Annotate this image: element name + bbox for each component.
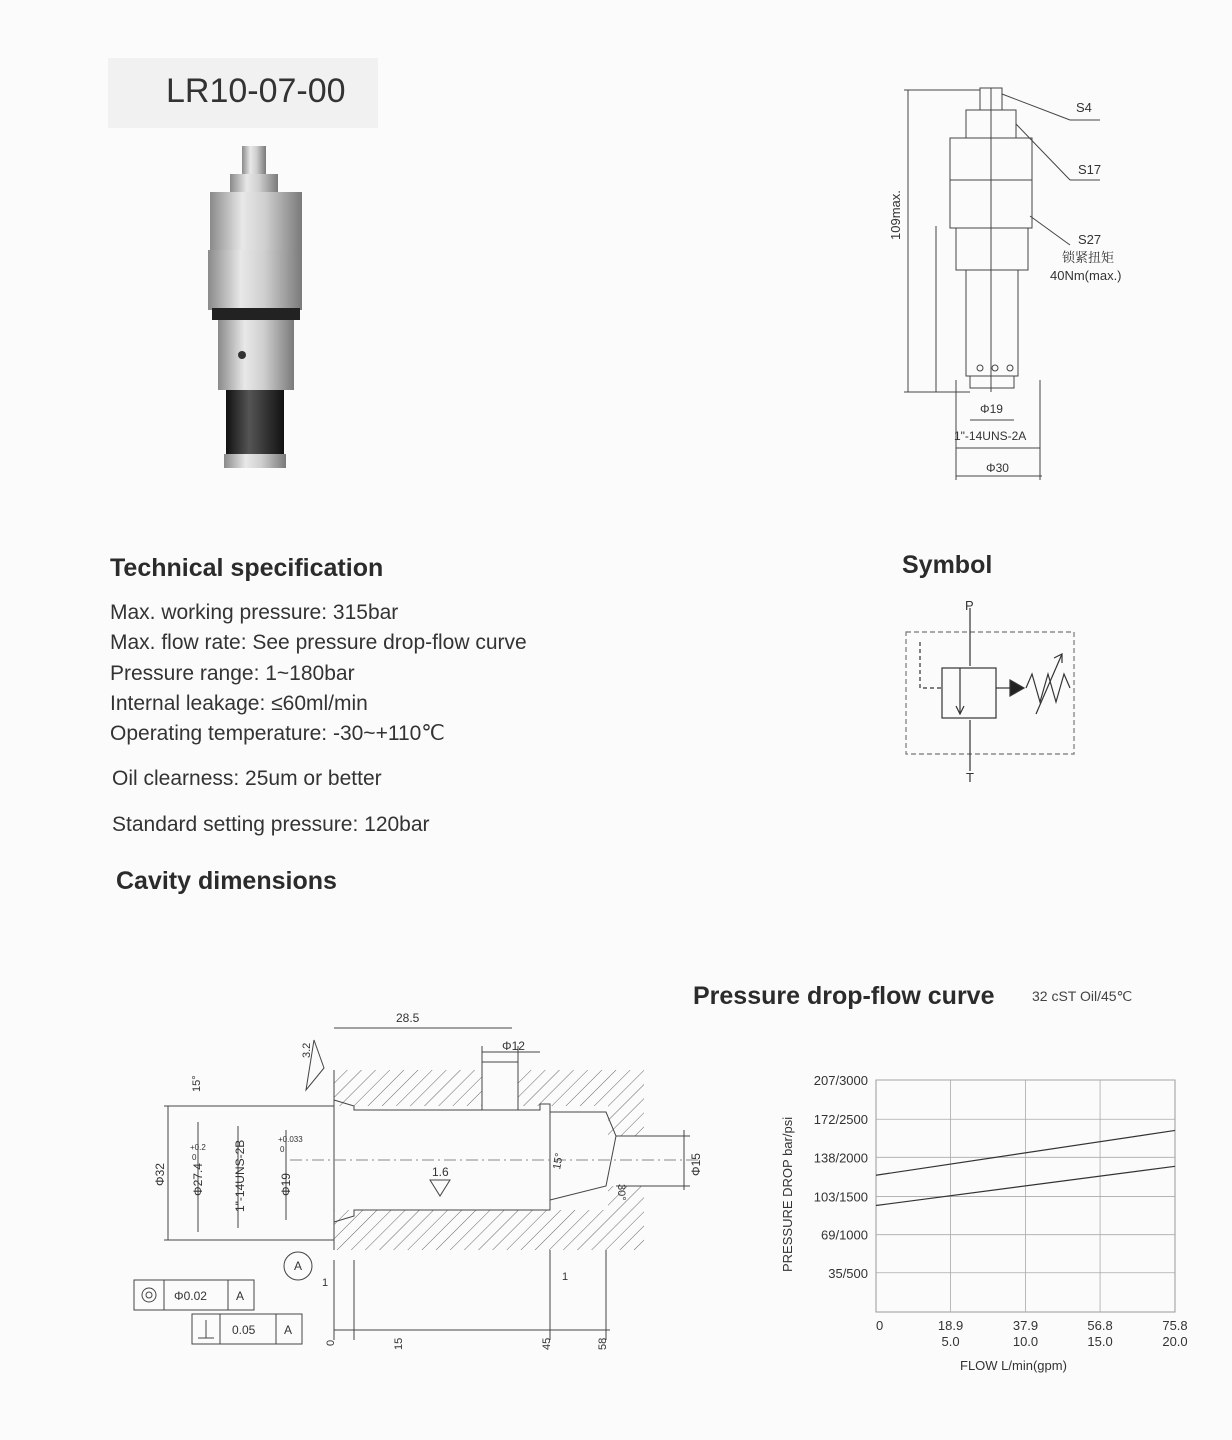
dim-tol-upper-19: +0.033 [278,1135,303,1144]
spec-line: Internal leakage: ≤60ml/min [110,692,368,715]
hydraulic-symbol [900,596,1085,786]
dim-phi12: Φ12 [502,1039,525,1053]
dim-roughness-3-2: 3.2 [301,1042,313,1058]
tech-spec-heading: Technical specification [110,554,384,582]
datum-a: A [294,1259,303,1273]
chart-y-tick-label: 103/1500 [813,1189,868,1205]
valve-photo [190,140,320,480]
spec-line: Max. flow rate: See pressure drop-flow curve [110,631,527,654]
dim-phi19: Φ19 [279,1173,293,1196]
dim-phi32: Φ32 [153,1163,167,1186]
height-label: 109max. [888,190,903,240]
spec-line: Max. working pressure: 315bar [110,601,399,624]
model-title-box [108,58,378,128]
dim-30deg: 30° [615,1184,627,1201]
chart-y-tick-label: 172/2500 [813,1112,868,1128]
chart-x-gpm-label: 10.0 [1012,1334,1039,1349]
chart-y-label: PRESSURE DROP bar/psi [780,1116,795,1272]
chart-y-tick-label: 207/3000 [813,1073,868,1088]
dim-tol-lower-19: 0 [280,1145,285,1154]
torque-label: 40Nm(max.) [1050,268,1122,283]
chart-y-tick-label: 69/1000 [821,1227,868,1243]
s27-label: S27 [1078,232,1102,247]
dim-15deg-inner: 15° [551,1152,566,1171]
dim-thread-2b: 1"-14UNS-2B [233,1139,247,1212]
cavity-heading: Cavity dimensions [116,867,337,895]
d19-label: Φ19 [980,402,1003,416]
pressure-flow-chart [770,1060,1190,1380]
chart-x-tick-label: 0 [876,1318,884,1333]
dim-roughness-1-6: 1.6 [432,1165,449,1179]
chart-x-tick-label: 75.8 [1162,1318,1188,1333]
chart-subtitle: 32 cST Oil/45℃ [1032,988,1133,1004]
dim-15deg: 15° [191,1075,203,1092]
chart-x-gpm-label: 20.0 [1162,1334,1188,1349]
spec-line: Pressure range: 1~180bar [110,662,355,685]
chart-y-tick-label: 138/2000 [813,1150,868,1166]
port-t-label: T [966,770,974,785]
dim-tol-upper: +0.2 [190,1143,206,1152]
dim-phi15: Φ15 [689,1153,703,1176]
spec-line: Oil clearness: 25um or better [112,767,382,790]
cavity-drawing [120,1000,710,1360]
chart-x-tick-label: 37.9 [1012,1318,1039,1333]
chart-x-tick-label: 18.9 [937,1318,964,1333]
chart-title: Pressure drop-flow curve [693,982,995,1010]
spec-line: Standard setting pressure: 120bar [112,813,430,836]
dim-pos-45: 45 [541,1337,553,1350]
chart-y-tick-label: 35/500 [828,1265,868,1281]
dim-1-right: 1 [562,1271,569,1283]
chart-x-tick-label: 56.8 [1087,1318,1113,1333]
s17-label: S17 [1078,162,1102,177]
chart-x-label: FLOW L/min(gpm) [960,1358,1067,1373]
dim-1-left: 1 [322,1277,329,1289]
dim-tol-lower: 0 [192,1153,197,1162]
spec-line: Operating temperature: -30~+110℃ [110,722,445,745]
dim-pos-58: 58 [597,1337,609,1350]
dim-pos-0: 0 [325,1339,337,1346]
model-title: LR10-07-00 [166,72,346,110]
dim-phi27-4: Φ27.4 [191,1163,205,1196]
dim-28-5: 28.5 [396,1011,420,1025]
chart-x-gpm-label: 5.0 [941,1334,960,1349]
s4-label: S4 [1076,100,1092,115]
tol-coaxial-datum: A [236,1289,245,1303]
port-p-label: P [965,598,974,613]
dim-pos-15: 15 [393,1337,405,1350]
tol-perp-value: 0.05 [232,1323,256,1337]
thread-label: 1"-14UNS-2A [954,429,1027,443]
chart-x-gpm-label: 15.0 [1087,1334,1113,1349]
symbol-heading: Symbol [902,551,993,579]
tol-perp-datum: A [284,1323,293,1337]
outline-drawing [880,80,1160,490]
torque-cn-label: 锁紧扭矩 [1062,250,1115,265]
tol-coaxial-value: Φ0.02 [174,1289,207,1303]
d30-label: Φ30 [986,461,1009,475]
